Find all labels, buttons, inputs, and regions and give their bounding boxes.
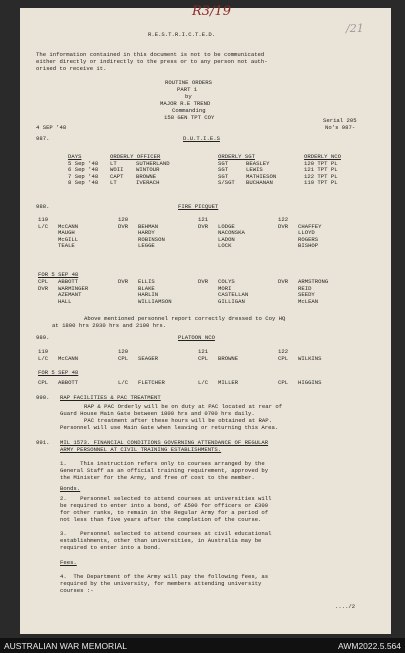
table-cell xyxy=(118,356,198,363)
platoon-number: 121 xyxy=(198,348,209,355)
person-name: COLYS xyxy=(218,278,235,285)
person-name: MAUGH xyxy=(58,229,75,237)
para-3-line-3: required to enter into a bond. xyxy=(60,544,161,551)
officer-name: BROWNE xyxy=(136,172,157,180)
para-1-line-3: the Minister for the Army, and free of cost to the member. xyxy=(60,474,255,481)
picquet-note-line-1: Above mentioned personnel report correctly dressed to Coy HQ xyxy=(84,315,286,322)
person-name: WILKINS xyxy=(298,354,322,362)
rank: CPL xyxy=(38,379,49,386)
person-name: McLEAN xyxy=(298,297,319,305)
rank: DVR xyxy=(38,284,49,292)
table-cell xyxy=(38,380,118,387)
orders-date: 4 SEP '48 xyxy=(36,124,67,131)
for-date-label: FOR 5 SEP 48 xyxy=(38,369,79,376)
section-number: 991. xyxy=(36,439,50,446)
table-cell: 8 Sep '48 xyxy=(68,179,99,187)
table-cell xyxy=(118,279,198,286)
rank: L/C xyxy=(198,379,209,386)
orders-part: PART 1 xyxy=(177,86,198,93)
rank: CPL xyxy=(198,354,209,362)
person-name: HARLIN xyxy=(138,291,159,299)
rank: CPL xyxy=(278,354,289,362)
section-title-line-2: ARMY PERSONNEL AT CIVIL TRAINING ESTABLISHMENTS. xyxy=(60,446,222,453)
rank: CPL xyxy=(278,379,289,386)
section-title: D.U.T.I.E.S xyxy=(183,135,220,142)
section-number: 988. xyxy=(36,203,50,210)
section-number: 990. xyxy=(36,394,50,401)
para-3-line-1: 3. Personnel selected to attend courses at civil educational xyxy=(60,530,272,537)
person-name: McGILL xyxy=(58,235,79,243)
person-name: ROGERS xyxy=(298,235,319,243)
table-cell xyxy=(110,180,218,187)
platoon-number: 122 xyxy=(278,216,289,223)
rap-text-line-4: Personnel will use Main Gate when leaving or returning this Area. xyxy=(60,424,279,431)
rank: CPL xyxy=(118,354,129,362)
table-row xyxy=(68,167,341,174)
para-4-line-3: courses :- xyxy=(60,587,94,594)
person-name: LADON xyxy=(218,235,235,243)
person-name: BISHOP xyxy=(298,242,319,250)
rank: DVR xyxy=(278,222,289,230)
person-name: ABBOTT xyxy=(58,278,79,285)
section-title: PLATOON NCO xyxy=(178,334,215,341)
person-name: WARMINGER xyxy=(58,284,89,292)
person-name: ARMSTRONG xyxy=(298,278,329,285)
rap-text-line-2: Guard House Main Gate between 1800 hrs and 0700 hrs daily. xyxy=(60,410,255,417)
table-row xyxy=(68,174,341,181)
para-1-line-2: General Staff as an official training requirement, approved by xyxy=(60,467,269,474)
platoon-number: 119 xyxy=(38,216,49,223)
table-cell xyxy=(110,167,218,174)
table-row xyxy=(38,237,322,244)
orders-by: by xyxy=(185,93,192,100)
duties-table xyxy=(68,154,341,187)
orders-unit: 158 GEN TPT COY xyxy=(164,114,215,121)
rap-text-line-3: PAC treatment after these hours will be obtained at RAP. xyxy=(84,417,272,424)
person-name: HALL xyxy=(58,297,72,305)
table-cell: 5 Sep '48 xyxy=(68,159,99,167)
archive-name: AUSTRALIAN WAR MEMORIAL xyxy=(4,641,127,651)
classification: R.E.S.T.R.I.C.T.E.D. xyxy=(148,31,216,38)
rank: L/C xyxy=(38,222,49,230)
orders-role: Commanding xyxy=(172,107,206,114)
rank: LT xyxy=(110,159,117,167)
person-name: NACONSKA xyxy=(218,229,245,237)
rank: S/SGT xyxy=(218,179,235,187)
table-cell xyxy=(198,356,278,363)
notice-line-2: either directly or indirectly to the press or to any person not auth- xyxy=(36,58,268,65)
table-header: ORDERLY SGT xyxy=(218,153,255,160)
table-cell xyxy=(198,380,278,387)
table-header-row xyxy=(68,154,341,161)
table-cell xyxy=(38,356,118,363)
table-cell xyxy=(118,224,198,231)
table-cell xyxy=(198,279,278,286)
pencil-note: /21 xyxy=(346,22,364,35)
table-row xyxy=(38,299,328,306)
person-name: BLAKE xyxy=(138,284,155,292)
rank: WOII xyxy=(110,166,124,174)
para-2-line-3: for other ranks, to remain in the Regular Army for a period of xyxy=(60,509,269,516)
sgt-name: BUCHANAN xyxy=(246,179,273,187)
table-row xyxy=(68,161,341,168)
person-name: TEALE xyxy=(58,242,75,250)
notice-line-1: The information contained in this document is not to be communicated xyxy=(36,51,265,58)
table-row xyxy=(68,180,341,187)
orders-title: ROUTINE ORDERS xyxy=(165,79,212,86)
picquet-note-line-2: at 1800 hrs 2030 hrs and 2100 hrs. xyxy=(52,322,167,329)
rank: L/C xyxy=(38,354,49,362)
person-name: HARDY xyxy=(138,229,155,237)
person-name: ELLIS xyxy=(138,278,155,285)
person-name: SEEDY xyxy=(298,291,315,299)
para-4-line-2: required by the university, for members attending university xyxy=(60,580,262,587)
platoon-nco-next-table xyxy=(38,380,322,387)
person-name: LOCK xyxy=(218,242,232,250)
person-name: ABBOTT xyxy=(58,379,79,386)
rank: L/C xyxy=(118,379,129,386)
table-header: ORDERLY OFFICER xyxy=(110,153,161,160)
rank: DVR xyxy=(278,278,289,285)
table-row xyxy=(38,292,328,299)
section-title-line-1: MIL 1573. FINANCIAL CONDITIONS GOVERNING ATTENDANCE OF REGULAR xyxy=(60,439,269,446)
rank: DVR xyxy=(118,278,129,285)
orders-serial: Serial 205 xyxy=(323,117,357,124)
person-name: WILLIAMSON xyxy=(138,297,172,305)
table-cell xyxy=(38,224,118,231)
person-name: AZEMANT xyxy=(58,291,82,299)
person-name: LEGGE xyxy=(138,242,155,250)
rank: SGT xyxy=(218,172,229,180)
person-name: BROWNE xyxy=(218,354,239,362)
table-cell: 119 TPT PL xyxy=(304,179,338,187)
table-cell xyxy=(278,380,322,387)
person-name: McCANN xyxy=(58,222,79,230)
table-cell xyxy=(110,174,218,181)
table-row xyxy=(38,356,322,363)
bonds-heading: Bonds. xyxy=(60,485,81,492)
table-row xyxy=(38,243,322,250)
table-row xyxy=(38,230,322,237)
table-row xyxy=(38,224,322,231)
person-name: GILLIGAN xyxy=(218,297,245,305)
person-name: HIGGINS xyxy=(298,379,322,386)
section-title: FIRE PICQUET xyxy=(178,203,219,210)
person-name: CASTELLAN xyxy=(218,291,249,299)
page-continuation: ..../2 xyxy=(335,603,356,610)
orders-numbers: No's 987- xyxy=(325,124,356,131)
notice-line-3: orised to receive it. xyxy=(36,65,107,72)
person-name: MORI xyxy=(218,284,232,292)
person-name: LODGE xyxy=(218,222,235,230)
para-4-line-1: 4. The Department of the Army will pay the following fees, as xyxy=(60,573,269,580)
para-2-line-2: be required to enter into a bond, of £500 for officers or £300 xyxy=(60,502,269,509)
person-name: FLETCHER xyxy=(138,379,165,386)
document-page xyxy=(20,4,391,634)
table-cell xyxy=(278,356,322,363)
rank: SGT xyxy=(218,159,229,167)
person-name: BEHMAN xyxy=(138,222,159,230)
person-name: McCANN xyxy=(58,354,79,362)
para-2-line-1: 2. Personnel selected to attend courses at universities will xyxy=(60,495,272,502)
table-cell: 120 TPT PL xyxy=(304,159,338,167)
para-3-line-2: establishments, other than universities, in Australia may be xyxy=(60,537,262,544)
platoon-number: 121 xyxy=(198,216,209,223)
platoon-number: 119 xyxy=(38,348,49,355)
sgt-name: MATHIESON xyxy=(246,172,277,180)
handwritten-reference: R3/19 xyxy=(192,4,231,19)
officer-name: WINTOUR xyxy=(136,166,160,174)
fees-heading: Fees. xyxy=(60,559,77,566)
table-cell: 6 Sep '48 xyxy=(68,166,99,174)
rank: SGT xyxy=(218,166,229,174)
table-cell xyxy=(218,180,304,187)
for-date-label: FOR 5 SEP 48 xyxy=(38,271,79,278)
sgt-name: LEWIS xyxy=(246,166,263,174)
table-cell: 121 TPT PL xyxy=(304,166,338,174)
fire-picquet-table xyxy=(38,217,322,250)
person-name: LLOYD xyxy=(298,229,315,237)
person-name: ROBINSON xyxy=(138,235,165,243)
section-number: 987. xyxy=(36,135,50,142)
section-title: RAP FACILITIES & PAC TREATMENT xyxy=(60,394,161,401)
person-name: REID xyxy=(298,284,312,292)
platoon-number: 120 xyxy=(118,348,129,355)
table-cell: 7 Sep '48 xyxy=(68,172,99,180)
rank: DVR xyxy=(198,222,209,230)
archive-caption-bar xyxy=(0,638,405,653)
table-header: DAYS xyxy=(68,153,82,160)
rank: CPL xyxy=(38,278,49,285)
rank: DVR xyxy=(198,278,209,285)
rank: LT xyxy=(110,179,117,187)
table-cell: 122 TPT PL xyxy=(304,172,338,180)
sgt-name: BEASLEY xyxy=(246,159,270,167)
para-1-line-1: 1. This instruction refers only to courses arranged by the xyxy=(60,460,265,467)
archive-reference: AWM2022.5.564 xyxy=(338,641,401,651)
orders-officer: MAJOR R.E TREND xyxy=(160,100,211,107)
officer-name: SUTHERLAND xyxy=(136,159,170,167)
fire-picquet-next-table xyxy=(38,279,328,305)
table-cell xyxy=(118,380,198,387)
table-row xyxy=(38,380,322,387)
para-2-line-4: not less than five years after the completion of the course. xyxy=(60,516,262,523)
person-name: MILLER xyxy=(218,379,239,386)
table-cell xyxy=(110,161,218,168)
person-name: CHAFFEY xyxy=(298,222,322,230)
rap-text-line-1: RAP & PAC Orderly will be on duty at PAC located at rear of xyxy=(84,403,283,410)
platoon-number: 120 xyxy=(118,216,129,223)
table-header: ORDERLY NCO xyxy=(304,153,341,160)
platoon-nco-table xyxy=(38,349,322,362)
officer-name: IVERACH xyxy=(136,179,160,187)
rank: CAPT xyxy=(110,172,124,180)
person-name: SEAGER xyxy=(138,354,159,362)
rank: DVR xyxy=(118,222,129,230)
section-number: 989. xyxy=(36,334,50,341)
platoon-number: 122 xyxy=(278,348,289,355)
